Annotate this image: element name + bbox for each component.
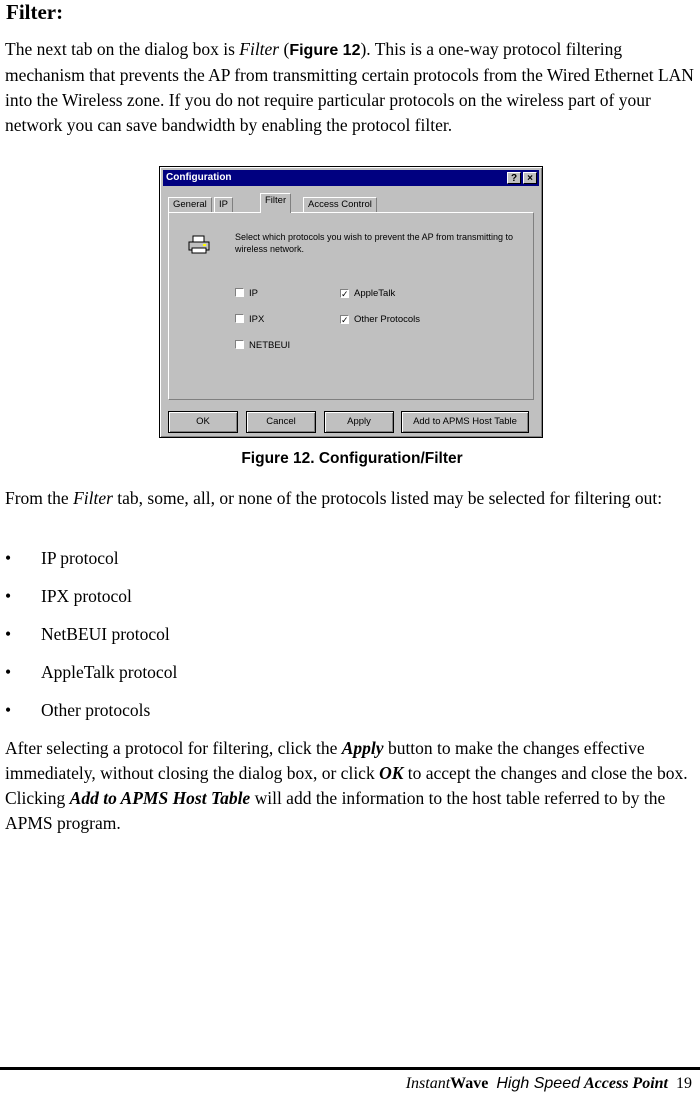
- tab-general[interactable]: General: [168, 197, 212, 213]
- section-heading: Filter:: [6, 0, 64, 24]
- printer-icon: [187, 235, 211, 255]
- intro-filter-term: Filter: [239, 39, 280, 59]
- checkbox-netbeui-label: NETBEUI: [249, 340, 291, 351]
- bullet-4: •: [5, 662, 12, 682]
- checkbox-ipx-label: IPX: [249, 314, 265, 325]
- dialog-title: Configuration: [166, 172, 232, 183]
- para2-text-1: From the: [5, 488, 74, 508]
- list-item-text-1: IP protocol: [41, 548, 119, 568]
- bullet-1: •: [5, 548, 12, 568]
- para3-text-2: button to make the changes effective immediately, without closing the dialog box, or click: [5, 738, 645, 783]
- intro-paragraph: [5, 37, 699, 138]
- page-number: 19: [676, 1075, 692, 1092]
- filter-instruction: Select which protocols you wish to prevent the AP from transmitting to wireless network.: [235, 232, 513, 254]
- figure-caption: Figure 12. Configuration/Filter: [241, 450, 463, 467]
- para3-ok-term: OK: [379, 763, 404, 783]
- checkbox-appletalk-label: AppleTalk: [354, 288, 396, 299]
- figure-reference: Figure 12: [289, 42, 361, 59]
- list-item-text-4: AppleTalk protocol: [41, 662, 178, 682]
- footer-wave: Wave: [450, 1075, 489, 1092]
- filter-tab-paragraph: [5, 486, 699, 511]
- para2-filter-term: Filter: [73, 488, 113, 508]
- checkbox-other-protocols[interactable]: [340, 314, 420, 326]
- list-item-text-2: IPX protocol: [41, 586, 132, 606]
- footer-access-point: Access Point: [584, 1075, 668, 1092]
- dialog-titlebar: [163, 170, 539, 186]
- para2-text-2: tab, some, all, or none of the protocols listed may be selected for filtering out:: [112, 488, 663, 508]
- tab-ip[interactable]: IP: [214, 197, 233, 213]
- tab-access-control[interactable]: Access Control: [303, 197, 377, 213]
- add-to-apms-host-table-button[interactable]: Add to APMS Host Table: [401, 411, 529, 433]
- checkbox-ip-box[interactable]: [235, 288, 244, 297]
- apply-button[interactable]: Apply: [324, 411, 394, 433]
- bullet-2: •: [5, 586, 12, 606]
- checkbox-appletalk-box[interactable]: ✓: [341, 289, 349, 299]
- footer-instant: Instant: [405, 1075, 451, 1092]
- list-item-text-5: Other protocols: [41, 700, 151, 720]
- filter-panel: [168, 212, 534, 400]
- bullet-3: •: [5, 624, 12, 644]
- footer-rule: [0, 1067, 700, 1070]
- checkbox-ip-label: IP: [249, 288, 258, 299]
- configuration-dialog: [159, 166, 543, 438]
- checkbox-appletalk[interactable]: [340, 288, 395, 300]
- intro-text-2: (: [279, 39, 290, 59]
- footer-high-speed: High Speed: [496, 1075, 580, 1092]
- ok-button[interactable]: OK: [168, 411, 238, 433]
- tab-filter[interactable]: Filter: [260, 193, 291, 213]
- intro-text-1: The next tab on the dialog box is: [5, 39, 240, 59]
- checkbox-ipx-box[interactable]: [235, 314, 244, 323]
- checkbox-other-protocols-label: Other Protocols: [354, 314, 420, 325]
- checkbox-netbeui-box[interactable]: [235, 340, 244, 349]
- para3-apply-term: Apply: [341, 738, 384, 758]
- apply-paragraph: [5, 736, 699, 836]
- bullet-5: •: [5, 700, 12, 720]
- checkbox-netbeui[interactable]: [235, 340, 290, 352]
- page-footer: [406, 1074, 692, 1094]
- list-item-text-3: NetBEUI protocol: [41, 624, 170, 644]
- help-button[interactable]: ?: [507, 172, 521, 184]
- checkbox-ip[interactable]: [235, 288, 258, 300]
- checkbox-ipx[interactable]: [235, 314, 264, 326]
- para3-text-4: will add the information to the host table referred to by the APMS program.: [5, 788, 666, 833]
- para3-text-3: to accept the changes and close the box. Clicking: [5, 763, 688, 808]
- checkbox-other-protocols-box[interactable]: ✓: [341, 315, 349, 325]
- cancel-button[interactable]: Cancel: [246, 411, 316, 433]
- close-button[interactable]: ×: [523, 172, 537, 184]
- para3-text-1: After selecting a protocol for filtering, click the: [5, 738, 342, 758]
- intro-text-3: ). This is a one-way protocol filtering mechanism that prevents the AP from transmitting certain protocols from the Wired Ethernet LAN into the Wireless zone. If you do not require particular protocols on the wireless part of your network you can save bandwidth by enabling the protocol filter.: [5, 39, 694, 135]
- para3-add-term: Add to APMS Host Table: [69, 788, 251, 808]
